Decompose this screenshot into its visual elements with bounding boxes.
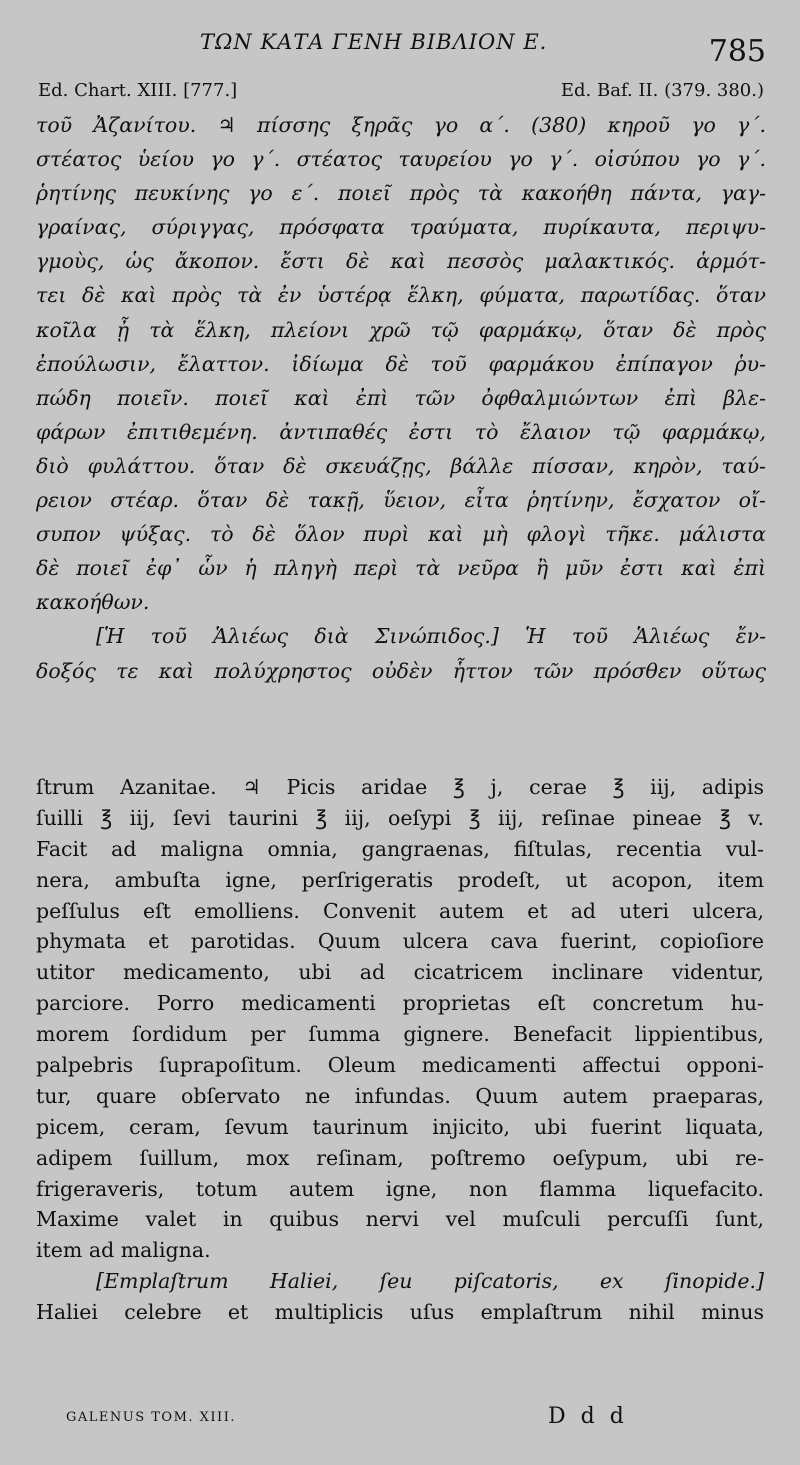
latin-text-block — [36, 772, 764, 1328]
page-number: 785 — [708, 34, 766, 69]
greek-line: φάρων ἐπιτιθεμένη. ἀντιπαθές ἐστι τὸ ἔλαιον τῷ φαρμάκῳ, — [36, 419, 766, 444]
latin-line: morem ſordidum per ſumma gignere. Benefacit lippientibus, — [36, 1022, 764, 1047]
greek-line: τοῦ Ἀζανίτου. ♃ πίσσης ξηρᾶς γο α΄. (380) κηροῦ γο γ΄. — [36, 113, 766, 137]
greek-line: γραίνας, σύριγγας, πρόσφατα τραύματα, πυρίκαυτα, περιψυ- — [36, 215, 766, 240]
latin-line: ſuilli ℥ iij, ſevi taurini ℥ iij, oeſypi ℥ iij, reſinae pineae ℥ v. — [36, 805, 764, 830]
footer-volume: GALENUS TOM. XIII. — [66, 1410, 236, 1425]
latin-line: frigeraveris, totum autem igne, non flamma liquefacito. — [36, 1176, 764, 1201]
greek-line: δοξός τε καὶ πολύχρηστος οὐδὲν ἧττον τῶν πρόσθεν οὕτως — [36, 658, 766, 683]
latin-line: phymata et parotidas. Quum ulcera cava fuerint, copioſiore — [36, 929, 764, 954]
latin-line: utitor medicamento, ubi ad cicatricem inclinare videntur, — [36, 960, 764, 985]
greek-line: ῥητίνης πευκίνης γο ε΄. ποιεῖ πρὸς τὰ κακοήθη πάντα, γαγ- — [36, 181, 766, 206]
latin-line: nera, ambuſta igne, perſrigeratis prodeſt, ut acopon, item — [36, 867, 764, 892]
latin-line: palpebris ſuprapoſitum. Oleum medicamenti affectui opponi- — [36, 1053, 764, 1078]
greek-line: διὸ φυλάττου. ὅταν δὲ σκευάζῃς, βάλλε πίσσαν, κηρὸν, ταύ- — [36, 453, 766, 478]
edition-reference-chartier: Ed. Chart. XIII. [777.] — [38, 80, 238, 101]
greek-line: δὲ ποιεῖ ἐφ᾽ ὧν ἡ πληγὴ περὶ τὰ νεῦρα ἢ μῦν ἐστι καὶ ἐπὶ — [36, 556, 766, 581]
greek-line: κοῖλα ᾖ τὰ ἕλκη, πλείονι χρῶ τῷ φαρμάκῳ, ὅταν δὲ πρὸς — [36, 317, 766, 342]
running-title: ΤΩΝ ΚΑΤΑ ΓΕΝΗ ΒΙΒΛΙΟΝ Ε. — [200, 30, 548, 54]
latin-line: item ad maligna. — [36, 1238, 211, 1263]
latin-section-heading-line: [Emplaſtrum Haliei, ſeu piſcatoris, ex ſinopide.] — [96, 1269, 764, 1294]
latin-line: parciore. Porro medicamenti proprietas eſt concretum hu- — [36, 991, 764, 1016]
latin-line: Facit ad maligna omnia, gangraenas, fiſtulas, recentia vul- — [36, 836, 764, 861]
latin-line: Maxime valet in quibus nervi vel muſculi percuſſi ſunt, — [36, 1207, 764, 1232]
greek-line: πώδη ποιεῖν. ποιεῖ καὶ ἐπὶ τῶν ὀφθαλμιώντων ἐπὶ βλε- — [36, 385, 766, 410]
latin-line: ſtrum Azanitae. ♃ Picis aridae ℥ j, cerae ℥ iij, adipis — [36, 775, 764, 799]
greek-line: στέατος ὑείου γο γ΄. στέατος ταυρείου γο γ΄. οἰσύπου γο γ΄. — [36, 147, 766, 172]
greek-line: ἐπούλωσιν, ἔλαττον. ἰδίωμα δὲ τοῦ φαρμάκου ἐπίπαγον ῥυ- — [36, 351, 766, 376]
greek-line: ρειον στέαρ. ὅταν δὲ τακῇ, ὕειον, εἶτα ῥητίνην, ἔσχατον οἴ- — [36, 488, 766, 513]
greek-section-heading-line: [Ἡ τοῦ Ἁλιέως διὰ Σινώπιδος.] Ἡ τοῦ Ἁλιέως ἔν- — [96, 624, 766, 649]
greek-line: γμοὺς, ὡς ἄκοπον. ἔστι δὲ καὶ πεσσὸς μαλακτικός. ἁρμότ- — [36, 249, 766, 274]
latin-line: tur, quare obſervato ne infundas. Quum autem praeparas, — [36, 1083, 764, 1108]
footer-signature-mark: D d d — [548, 1404, 628, 1429]
edition-reference-basel: Ed. Baf. II. (379. 380.) — [560, 80, 764, 101]
latin-line: picem, ceram, ſevum taurinum injicito, ubi fuerint liquata, — [36, 1114, 764, 1139]
latin-line: Haliei celebre et multiplicis uſus emplaſtrum nihil minus — [36, 1300, 764, 1325]
greek-line: κακοήθων. — [36, 590, 150, 615]
latin-line: peſſulus eſt emolliens. Convenit autem et ad uteri ulcera, — [36, 898, 764, 923]
greek-line: τει δὲ καὶ πρὸς τὰ ἐν ὑστέρᾳ ἕλκη, φύματα, παρωτίδας. ὅταν — [36, 283, 766, 308]
latin-line: adipem ſuillum, mox reſinam, poſtremo oeſypum, ubi re- — [36, 1145, 764, 1170]
greek-line: συπον ψύξας. τὸ δὲ ὅλον πυρὶ καὶ μὴ φλογὶ τῆκε. μάλιστα — [36, 522, 766, 547]
greek-text-block — [36, 108, 766, 688]
